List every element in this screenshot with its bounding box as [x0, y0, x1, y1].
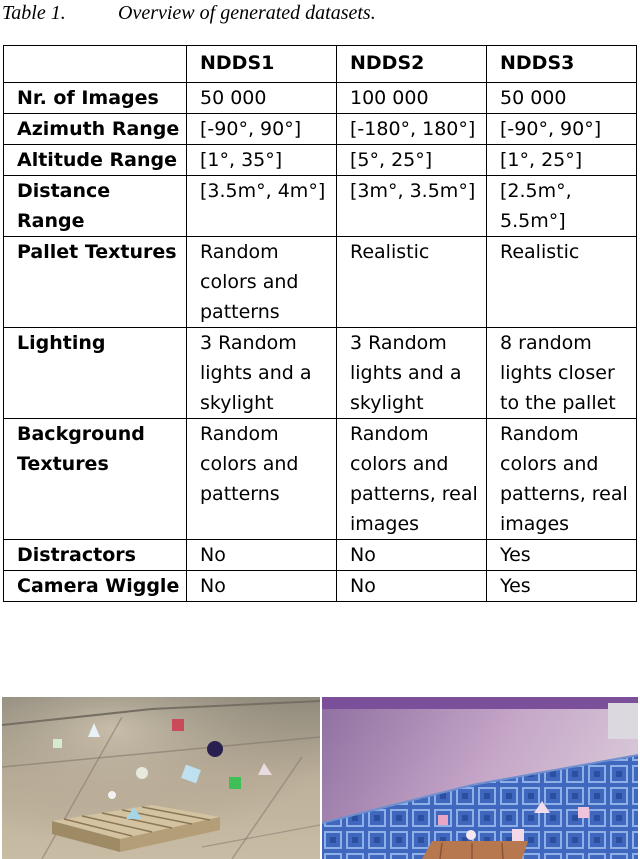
row-label: Lighting — [4, 328, 187, 419]
row-label: Background Textures — [4, 419, 187, 540]
table-cell: [3.5m°, 4m°] — [187, 176, 337, 237]
table-header-ndds1: NDDS1 — [187, 46, 337, 83]
row-label: Nr. of Images — [4, 83, 187, 114]
table-row — [4, 571, 637, 602]
table-cell: Random colors and patterns, real images — [337, 419, 487, 540]
table-cell: [-90°, 90°] — [187, 114, 337, 145]
table-caption-title: Overview of generated datasets. — [118, 2, 376, 24]
table-header-ndds3: NDDS3 — [487, 46, 637, 83]
table-cell: No — [337, 571, 487, 602]
table-cell: [2.5m°, 5.5m°] — [487, 176, 637, 237]
table-cell: 50 000 — [487, 83, 637, 114]
table-row — [4, 83, 637, 114]
table-cell: Random colors and patterns — [187, 419, 337, 540]
table-cell: [-90°, 90°] — [487, 114, 637, 145]
row-label: Azimuth Range — [4, 114, 187, 145]
table-cell: 8 random lights closer to the pallet — [487, 328, 637, 419]
table-header-ndds2: NDDS2 — [337, 46, 487, 83]
row-label: Camera Wiggle — [4, 571, 187, 602]
row-label: Distractors — [4, 540, 187, 571]
table-cell: Random colors and patterns — [187, 237, 337, 328]
table-cell: Yes — [487, 540, 637, 571]
table-cell: 3 Random lights and a skylight — [187, 328, 337, 419]
table-caption — [2, 0, 376, 30]
row-label: Altitude Range — [4, 145, 187, 176]
table-row — [4, 237, 637, 328]
row-label: Pallet Textures — [4, 237, 187, 328]
figure-strip — [2, 697, 638, 859]
table-cell: No — [187, 571, 337, 602]
table-row — [4, 419, 637, 540]
table-caption-label: Table 1. — [2, 2, 66, 24]
synthetic-scene-left — [2, 697, 320, 859]
table-cell: [1°, 35°] — [187, 145, 337, 176]
table-cell: [5°, 25°] — [337, 145, 487, 176]
table-cell: Realistic — [487, 237, 637, 328]
table-cell: 100 000 — [337, 83, 487, 114]
datasets-table — [3, 45, 637, 602]
table-cell: [1°, 25°] — [487, 145, 637, 176]
table-row — [4, 540, 637, 571]
table-cell: 50 000 — [187, 83, 337, 114]
synthetic-scene-left-image — [2, 697, 320, 859]
table-cell: [-180°, 180°] — [337, 114, 487, 145]
table-cell: Random colors and patterns, real images — [487, 419, 637, 540]
table-cell: [3m°, 3.5m°] — [337, 176, 487, 237]
table-row — [4, 145, 637, 176]
synthetic-scene-right-image — [322, 697, 638, 859]
table-cell: Yes — [487, 571, 637, 602]
table-cell: No — [337, 540, 487, 571]
table-header-row — [4, 46, 637, 83]
table-cell: 3 Random lights and a skylight — [337, 328, 487, 419]
row-label: Distance Range — [4, 176, 187, 237]
table-header-empty — [4, 46, 187, 83]
synthetic-scene-right — [322, 697, 638, 859]
table-cell: No — [187, 540, 337, 571]
table-row — [4, 328, 637, 419]
table-row — [4, 114, 637, 145]
table-cell: Realistic — [337, 237, 487, 328]
table-row — [4, 176, 637, 237]
